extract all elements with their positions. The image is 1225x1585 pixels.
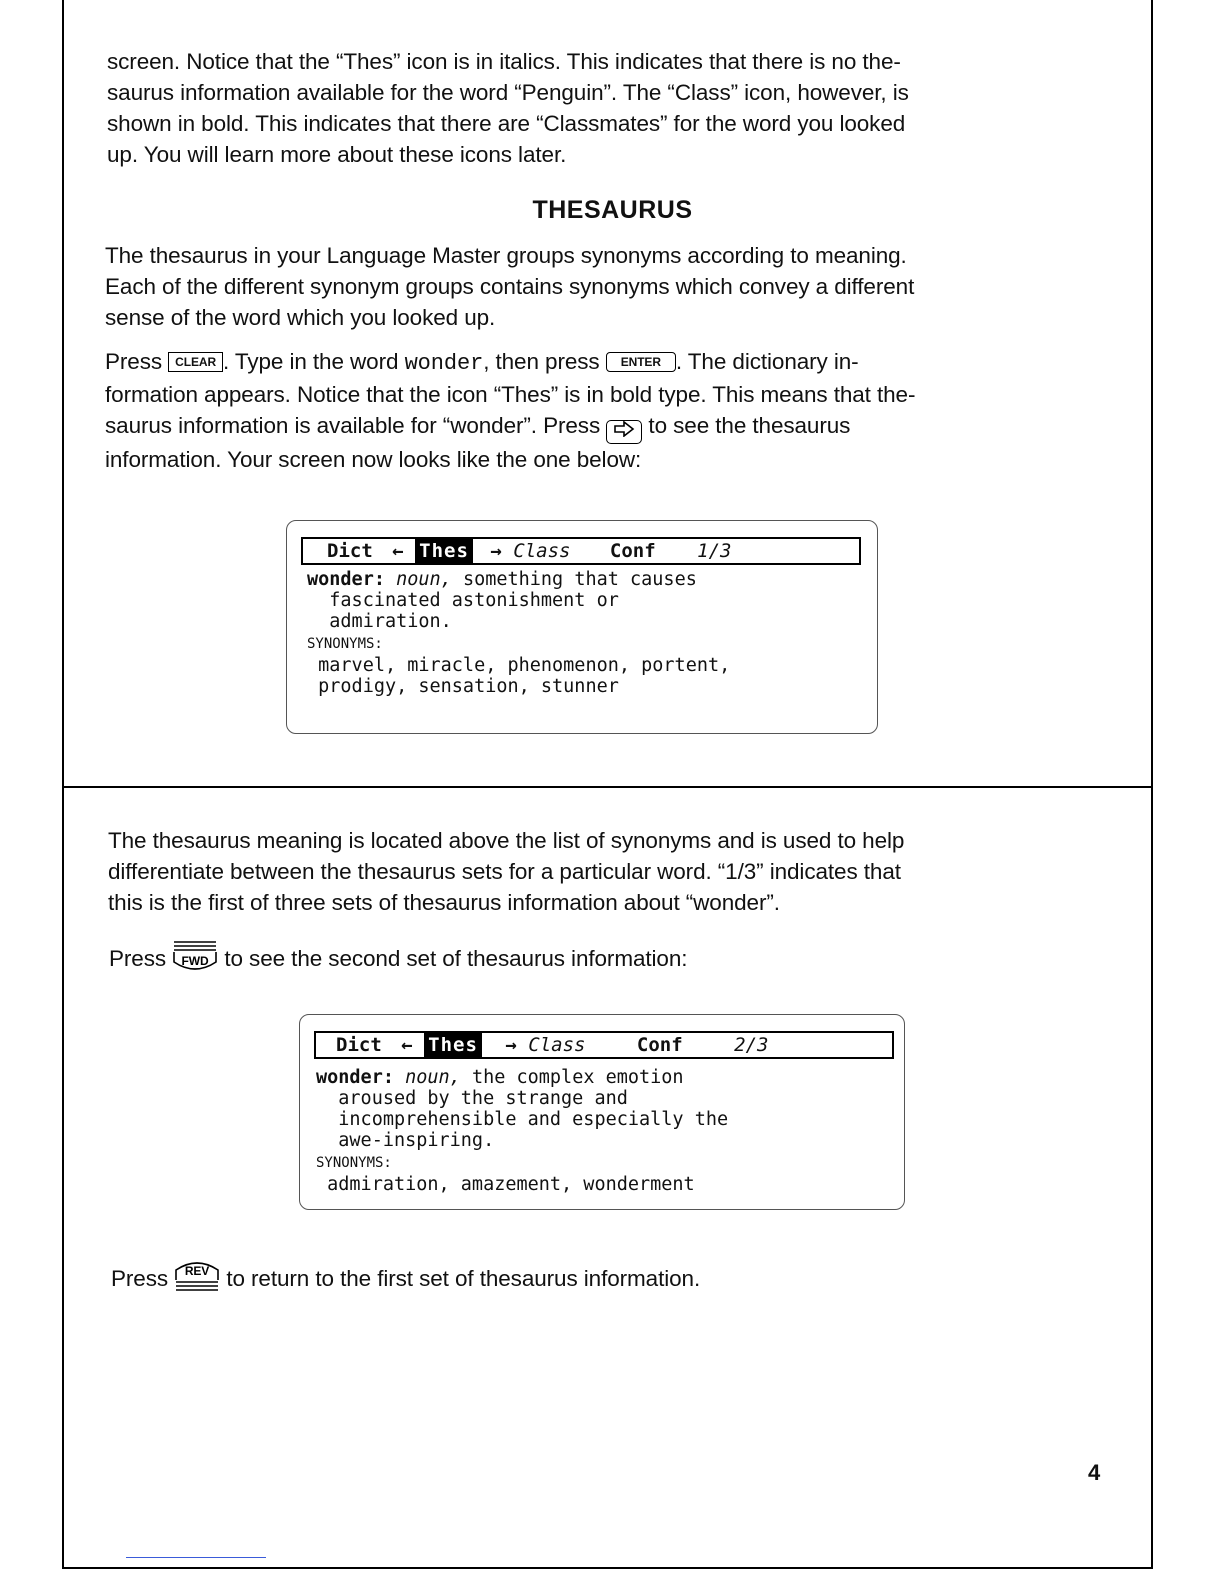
press-text: Press xyxy=(109,946,167,971)
instruction-line-1 xyxy=(105,346,915,379)
page-frame xyxy=(62,0,1153,1569)
instruction-line-4: information. Your screen now looks like the one below: xyxy=(105,447,642,472)
footer-rule xyxy=(126,1557,266,1558)
page-number: 4 xyxy=(1088,1460,1101,1485)
type-text: . Type in the word xyxy=(223,349,399,374)
clear-key: CLEAR xyxy=(168,352,223,372)
lcd-menu-bar xyxy=(301,537,861,565)
after-enter-text: . The dictionary in- xyxy=(675,349,859,374)
press-text: Press xyxy=(111,1266,169,1291)
left-arrow-icon: ← xyxy=(401,1034,413,1056)
rev-text: to return to the first set of thesaurus information. xyxy=(226,1266,701,1291)
definition-line: something that causes xyxy=(451,569,697,590)
description-line: The thesaurus in your Language Master groups synonyms according to meaning. xyxy=(105,243,907,268)
synonyms-line: admiration, amazement, wonderment xyxy=(316,1174,695,1195)
rev-key-icon xyxy=(174,1258,220,1294)
thesaurus-description xyxy=(105,240,914,333)
definition-line: incomprehensible and especially the xyxy=(316,1109,729,1130)
right-arrow-icon: → xyxy=(505,1034,517,1056)
enter-key: ENTER xyxy=(606,352,676,372)
entry-headword: wonder: xyxy=(307,569,385,590)
rev-key-label: REV xyxy=(184,1264,210,1278)
intro-line: screen. Notice that the “Thes” icon is in italics. This indicates that there is no the- xyxy=(107,49,901,74)
meaning-line: this is the first of three sets of thesaurus information about “wonder”. xyxy=(108,890,780,915)
entry-pos: noun, xyxy=(396,569,452,590)
definition-line: fascinated astonishment or xyxy=(307,590,619,611)
then-press-text: , then press xyxy=(483,349,600,374)
menu-page-indicator: 1/3 xyxy=(697,540,732,562)
menu-thes: Thes xyxy=(415,539,473,563)
menu-conf: Conf xyxy=(636,1034,683,1056)
menu-class: Class xyxy=(513,540,571,562)
menu-page-indicator: 2/3 xyxy=(734,1034,769,1056)
meaning-paragraph xyxy=(108,825,904,918)
press-text: Press xyxy=(105,349,163,374)
definition-line: admiration. xyxy=(307,611,452,632)
fwd-key-label: FWD xyxy=(181,954,209,968)
fwd-text: to see the second set of thesaurus information: xyxy=(224,946,688,971)
entry-pos: noun, xyxy=(405,1067,461,1088)
meaning-line: The thesaurus meaning is located above the list of synonyms and is used to help xyxy=(108,828,905,853)
instruction-text: to see the thesaurus xyxy=(648,413,851,438)
intro-line: up. You will learn more about these icons later. xyxy=(107,142,567,167)
meaning-line: differentiate between the thesaurus sets for a particular word. “1/3” indicates that xyxy=(108,859,901,884)
intro-line: shown in bold. This indicates that there are “Classmates” for the word you looked xyxy=(107,111,906,136)
right-arrow-key-icon xyxy=(606,420,642,444)
fwd-key-icon xyxy=(172,938,218,974)
description-line: sense of the word which you looked up. xyxy=(105,305,496,330)
menu-conf: Conf xyxy=(609,540,656,562)
rev-instruction xyxy=(111,1258,700,1294)
intro-paragraph xyxy=(107,46,909,170)
instruction-line-3 xyxy=(105,410,915,444)
menu-thes: Thes xyxy=(424,1033,482,1057)
synonyms-line: marvel, miracle, phenomenon, portent, xyxy=(307,655,731,676)
entry-headword: wonder: xyxy=(316,1067,394,1088)
lcd-screen-2 xyxy=(299,1014,905,1210)
instruction-text: saurus information is available for “wonder”. Press xyxy=(105,413,601,438)
right-arrow-icon: → xyxy=(490,540,502,562)
typed-word: wonder xyxy=(404,351,484,376)
section-divider xyxy=(62,786,1153,788)
synonyms-line: prodigy, sensation, stunner xyxy=(307,676,619,697)
description-line: Each of the different synonym groups contains synonyms which convey a different xyxy=(105,274,915,299)
synonyms-label: SYNONYMS: xyxy=(307,636,383,652)
definition-line: awe-inspiring. xyxy=(316,1130,495,1151)
instructions-paragraph xyxy=(105,346,915,475)
section-heading: THESAURUS xyxy=(532,196,693,224)
synonyms-label: SYNONYMS: xyxy=(316,1155,392,1171)
intro-line: saurus information available for the word “Penguin”. The “Class” icon, however, is xyxy=(107,80,909,105)
left-arrow-icon: ← xyxy=(392,540,404,562)
definition-line: the complex emotion xyxy=(460,1067,684,1088)
lcd-content xyxy=(316,1067,728,1195)
instruction-line-2: formation appears. Notice that the icon “Thes” is in bold type. This means that the- xyxy=(105,382,916,407)
lcd-content xyxy=(307,569,730,697)
menu-dict: Dict xyxy=(327,540,373,562)
menu-class: Class xyxy=(528,1034,586,1056)
lcd-screen-1 xyxy=(286,520,878,734)
definition-line: aroused by the strange and xyxy=(316,1088,628,1109)
menu-dict: Dict xyxy=(336,1034,382,1056)
lcd-menu-bar xyxy=(314,1031,894,1059)
fwd-instruction xyxy=(109,938,687,974)
